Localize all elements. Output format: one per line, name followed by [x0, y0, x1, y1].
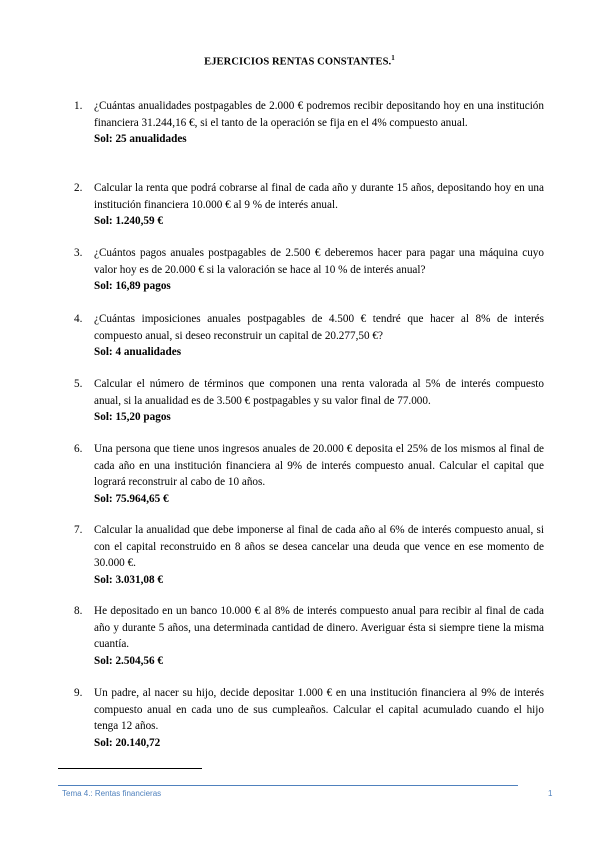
footnote-separator	[58, 768, 202, 769]
exercise-text: ¿Cuántas imposiciones anuales postpagables de 4.500 € tendré que hacer al 8% de interés compuesto anual, si deseo reconstruir un capital de 20.277,50 €?	[94, 313, 544, 342]
exercise-text: ¿Cuántas anualidades postpagables de 2.000 € podremos recibir depositando hoy en una institución financiera 31.244,16 €, si el tanto de la operación se fija en el 4% compuesto anual.	[94, 100, 544, 129]
exercise-number: 6.	[74, 443, 83, 455]
exercise-number: 3.	[74, 247, 83, 259]
page-number: 1	[548, 789, 553, 798]
exercise-solution: Sol: 4 anualidades	[94, 346, 182, 359]
exercise-text: Un padre, al nacer su hijo, decide depositar 1.000 € en una institución financiera al 9% de interés compuesto anual en cada uno de sus cumpleaños. Calcular el capital acumulado cuando el hijo tenga 12 años.	[94, 687, 544, 733]
page-title	[0, 54, 599, 68]
title-footnote-mark: 1	[391, 54, 395, 62]
exercise-5	[74, 376, 544, 426]
exercise-4	[74, 311, 544, 361]
footer-divider	[58, 785, 518, 786]
exercise-2	[74, 180, 544, 230]
exercise-solution: Sol: 2.504,56 €	[94, 654, 163, 667]
footer-chapter: Tema 4.: Rentas financieras	[62, 789, 162, 798]
exercise-text: Calcular la renta que podrá cobrarse al final de cada año y durante 15 años, depositando hoy en una institución financiera 10.000 € al 9 % de interés anual.	[94, 182, 544, 211]
exercise-3	[74, 245, 544, 295]
exercise-solution: Sol: 1.240,59 €	[94, 215, 163, 228]
exercise-solution: Sol: 20.140,72	[94, 736, 161, 749]
exercise-8	[74, 603, 544, 669]
page-title-text: EJERCICIOS RENTAS CONSTANTES.	[204, 56, 392, 68]
exercise-number: 9.	[74, 687, 83, 699]
exercise-text: He depositado en un banco 10.000 € al 8% de interés compuesto anual para recibir al final de cada año y durante 5 años, una determinada cantidad de dinero. Averiguar ésta si siempre tiene la misma cuantía.	[94, 605, 544, 651]
exercise-text: Una persona que tiene unos ingresos anuales de 20.000 € deposita el 25% de los mismos al final de cada año en una institución financiera al 9% de interés compuesto anual. Calcular el capital que logrará reconstruir al cabo de 10 años.	[94, 443, 544, 489]
exercise-text: ¿Cuántos pagos anuales postpagables de 2.500 € deberemos hacer para pagar una máquina cuyo valor hoy es de 20.000 € si la valoración se hace al 10 % de interés anual?	[94, 247, 544, 276]
exercise-number: 2.	[74, 182, 83, 194]
exercise-number: 5.	[74, 378, 83, 390]
exercise-number: 8.	[74, 605, 83, 617]
exercise-solution: Sol: 16,89 pagos	[94, 280, 171, 293]
exercise-solution: Sol: 15,20 pagos	[94, 411, 171, 424]
exercise-9	[74, 685, 544, 751]
exercise-number: 1.	[74, 100, 83, 112]
exercise-number: 4.	[74, 313, 83, 325]
exercise-7	[74, 522, 544, 588]
exercise-text: Calcular el número de términos que componen una renta valorada al 5% de interés compuesto anual, si la anualidad es de 3.500 € postpagables y su valor final de 77.000.	[94, 378, 544, 407]
exercise-1	[74, 98, 544, 148]
exercise-text: Calcular la anualidad que debe imponerse al final de cada año al 6% de interés compuesto anual, si con el capital reconstruido en 8 años se desea cancelar una deuda que vence en ese momento de 30.000 €.	[94, 524, 544, 570]
exercise-6	[74, 441, 544, 507]
exercise-solution: Sol: 3.031,08 €	[94, 573, 163, 586]
exercise-solution: Sol: 75.964,65 €	[94, 492, 169, 505]
exercise-solution: Sol: 25 anualidades	[94, 133, 187, 146]
exercise-number: 7.	[74, 524, 83, 536]
